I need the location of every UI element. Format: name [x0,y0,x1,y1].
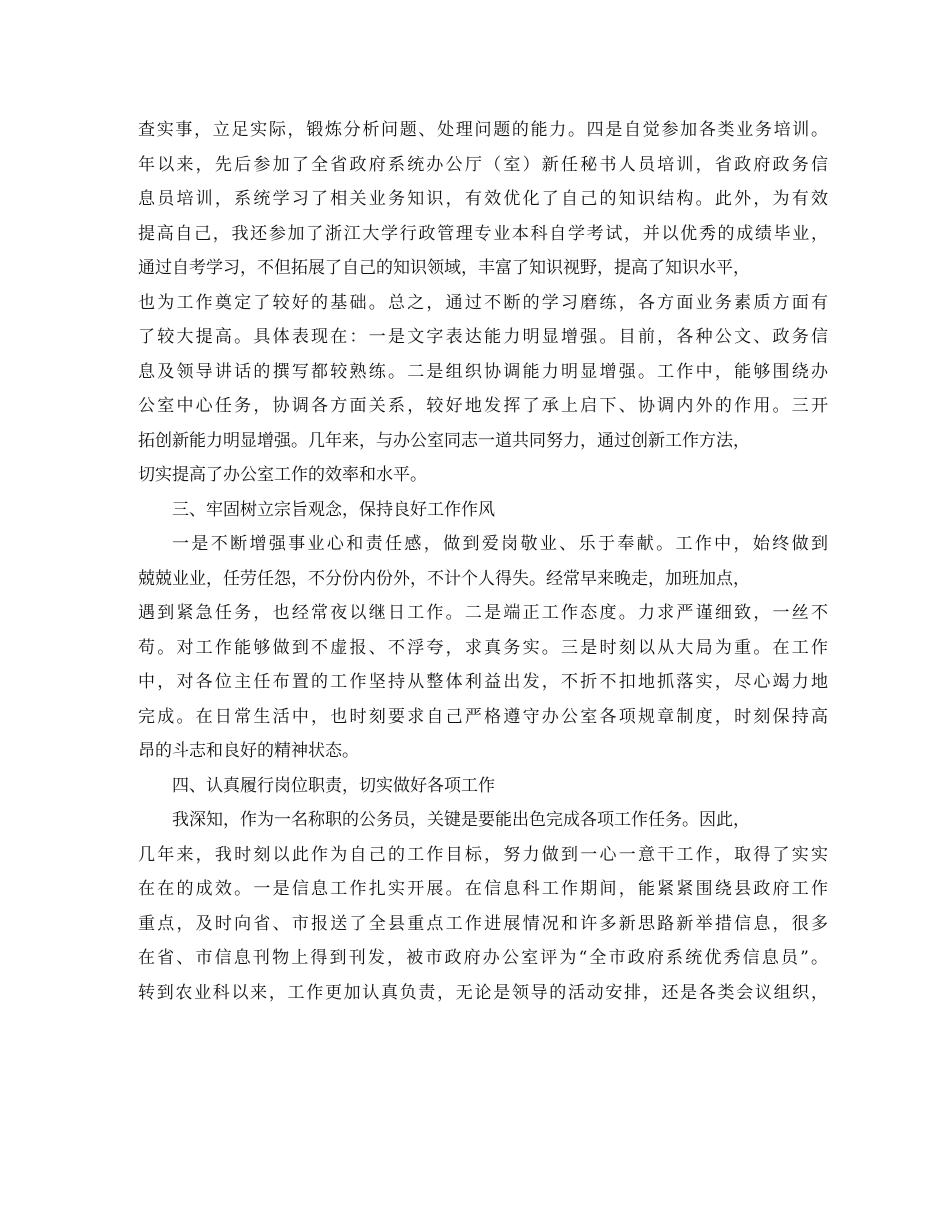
text-line: 完成。在日常生活中，也时刻要求自己严格遵守办公室各项规章制度，时刻保持高 [138,706,828,727]
text-line: 在省、市信息刊物上得到刊发，被市政府办公室评为“全市政府系统优秀信息员”。 [138,948,828,968]
document-body [138,113,828,1010]
text-line: 遇到紧急任务，也经常夜以继日工作。二是端正工作态度。力求严谨细致，一丝不 [138,603,828,623]
text-line: 一是不断增强事业心和责任感，做到爱岗敬业、乐于奉献。工作中，始终做到 [172,534,828,554]
text-line: 几年来，我时刻以此作为自己的工作目标，努力做到一心一意干工作，取得了实实 [138,844,828,865]
text-line: 转到农业科以来，工作更加认真负责，无论是领导的活动安排，还是各类会议组织， [138,982,828,1003]
text-line: 兢兢业业，任劳任怨，不分份内份外，不计个人得失。经常早来晚走，加班加点， [138,568,750,589]
text-line: 拓创新能力明显增强。几年来，与办公室同志一道共同努力，通过创新工作方法， [138,430,750,451]
text-line: 切实提高了办公室工作的效率和水平。 [138,465,427,485]
text-line: 查实事，立足实际，锻炼分析问题、处理问题的能力。四是自觉参加各类业务培训。 [138,120,828,140]
text-line: 也为工作奠定了较好的基础。总之，通过不断的学习磨练，各方面业务素质方面有 [138,292,828,313]
text-line: 我深知，作为一名称职的公务员，关键是要能出色完成各项工作任务。因此， [172,810,750,830]
text-line: 重点，及时向省、市报送了全县重点工作进展情况和许多新思路新举措信息，很多 [138,913,828,934]
text-line: 了较大提高。具体表现在：一是文字表达能力明显增强。目前，各种公文、政务信 [138,327,828,347]
text-line: 昂的斗志和良好的精神状态。 [138,741,359,761]
text-line: 息及领导讲话的撰写都较熟练。二是组织协调能力明显增强。工作中，能够围绕办 [138,361,828,382]
text-line: 息员培训，系统学习了相关业务知识，有效优化了自己的知识结构。此外，为有效 [138,189,828,209]
text-line: 通过自考学习，不但拓展了自己的知识领域，丰富了知识视野，提高了知识水平， [138,258,750,278]
text-line: 提高自己，我还参加了浙江大学行政管理专业本科自学考试，并以优秀的成绩毕业， [138,223,828,244]
text-line: 四、认真履行岗位职责，切实做好各项工作 [172,775,495,796]
text-line: 苟。对工作能够做到不虚报、不浮夸，求真务实。三是时刻以从大局为重。在工作 [138,637,828,658]
text-line: 年以来，先后参加了全省政府系统办公厅（室）新任秘书人员培训，省政府政务信 [138,154,828,175]
text-line: 在在的成效。一是信息工作扎实开展。在信息科工作期间，能紧紧围绕县政府工作 [138,879,828,899]
text-line: 中，对各位主任布置的工作坚持从整体利益出发，不折不扣地抓落实，尽心竭力地 [138,672,828,692]
text-line: 三、牢固树立宗旨观念，保持良好工作作风 [172,499,495,520]
text-line: 公室中心任务，协调各方面关系，较好地发挥了承上启下、协调内外的作用。三开 [138,396,828,416]
